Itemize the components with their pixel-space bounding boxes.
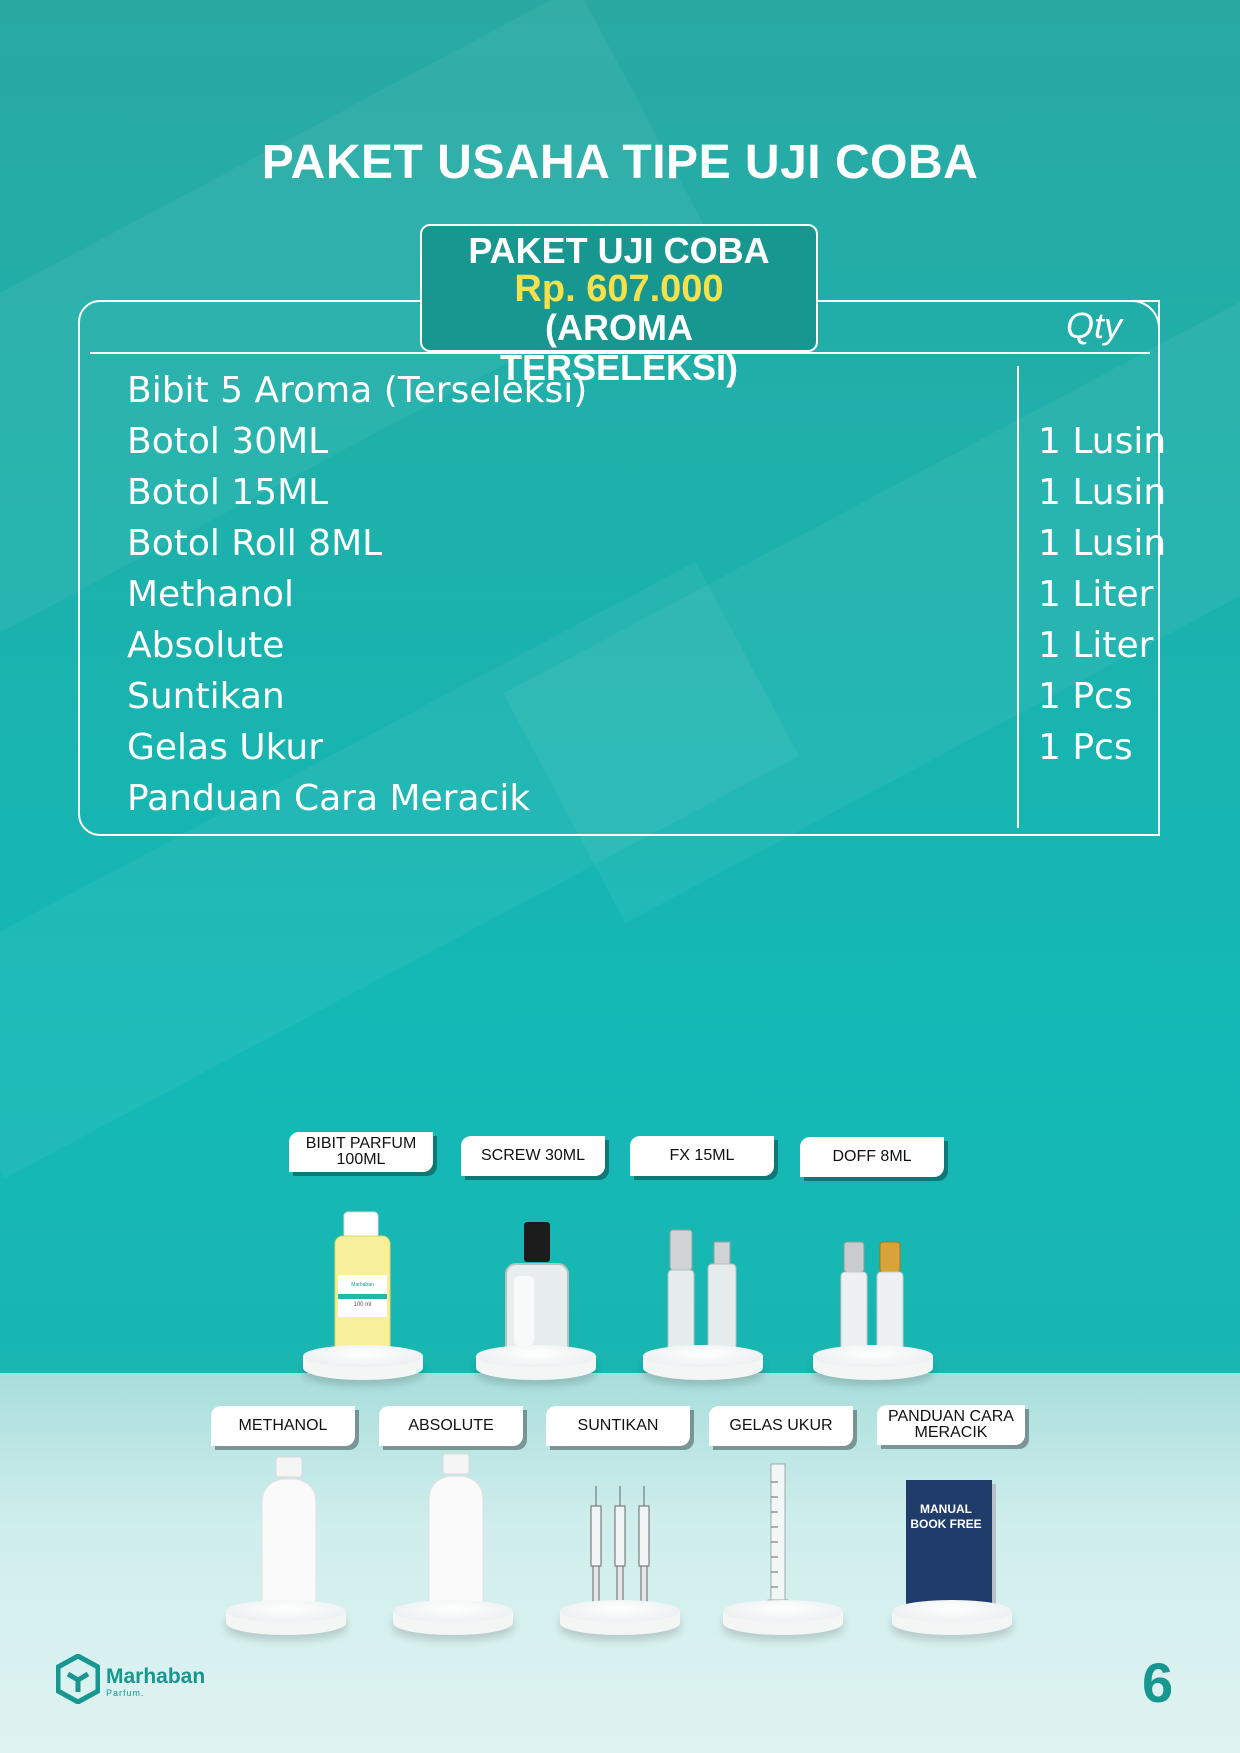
brand-logo-icon	[56, 1654, 100, 1704]
package-price: Rp. 607.000	[514, 268, 724, 310]
manual-book-icon	[904, 1478, 1000, 1612]
pedestal	[892, 1600, 1012, 1642]
item-qty: 1 Pcs	[1038, 727, 1133, 768]
product-label-panduan: PANDUAN CARA MERACIK	[877, 1405, 1025, 1445]
bottle-size-text: 100 ml	[353, 1302, 372, 1308]
pedestal	[476, 1345, 596, 1387]
page-number: 6	[1142, 1651, 1174, 1714]
fx-bottle-icon	[664, 1228, 744, 1358]
package-note: (AROMA TERSELEKSI)	[499, 307, 739, 388]
list-item: Methanol	[127, 574, 295, 615]
pedestal	[723, 1600, 843, 1642]
pedestal	[643, 1345, 763, 1387]
product-label-suntikan: SUNTIKAN	[546, 1406, 690, 1446]
product-label-bibit-parfum: BIBIT PARFUM 100ML	[289, 1132, 433, 1172]
item-qty: 1 Lusin	[1038, 421, 1167, 462]
item-qty: 1 Lusin	[1038, 472, 1167, 513]
item-qty: 1 Liter	[1038, 625, 1154, 666]
product-label-doff: DOFF 8ML	[800, 1137, 944, 1177]
pedestal	[393, 1600, 513, 1642]
bottle-brand-text: Marhaban	[351, 1282, 374, 1288]
package-name: PAKET UJI COBA	[468, 230, 770, 271]
qty-column-header: Qty	[1066, 305, 1123, 346]
list-item: Suntikan	[127, 676, 285, 717]
product-label-screw: SCREW 30ML	[461, 1136, 605, 1176]
list-item: Botol Roll 8ML	[127, 523, 383, 564]
roll-bottle-icon	[836, 1240, 906, 1358]
list-item: Absolute	[127, 625, 285, 666]
product-label-fx: FX 15ML	[630, 1136, 774, 1176]
pedestal	[813, 1345, 933, 1387]
jerrycan-icon	[256, 1455, 322, 1611]
product-label-gelas-ukur: GELAS UKUR	[709, 1406, 853, 1446]
jerrycan-icon	[423, 1452, 489, 1611]
measuring-cylinder-icon	[760, 1462, 796, 1612]
brand-sub: Parfum.	[106, 1688, 145, 1698]
page-title: PAKET USAHA TIPE UJI COBA	[261, 136, 979, 189]
brand-name: Marhaban	[106, 1665, 206, 1688]
product-label-methanol: METHANOL	[211, 1406, 355, 1446]
product-label-absolute: ABSOLUTE	[379, 1406, 523, 1446]
manual-book-cover-text: MANUAL BOOK FREE	[910, 1502, 982, 1531]
list-item: Panduan Cara Meracik	[127, 778, 531, 819]
package-badge	[420, 224, 818, 388]
list-item: Botol 15ML	[127, 472, 329, 513]
pedestal	[560, 1600, 680, 1642]
table-column-divider	[1017, 366, 1019, 828]
pedestal	[226, 1600, 346, 1642]
list-item: Bibit 5 Aroma (Terseleksi)	[127, 370, 588, 411]
list-item: Botol 30ML	[127, 421, 329, 462]
item-qty: 1 Lusin	[1038, 523, 1167, 564]
list-item: Gelas Ukur	[127, 727, 324, 768]
pedestal	[303, 1345, 423, 1387]
item-qty: 1 Liter	[1038, 574, 1154, 615]
syringe-icon	[584, 1486, 656, 1611]
screw-bottle-icon	[502, 1220, 572, 1358]
item-qty: 1 Pcs	[1038, 676, 1133, 717]
